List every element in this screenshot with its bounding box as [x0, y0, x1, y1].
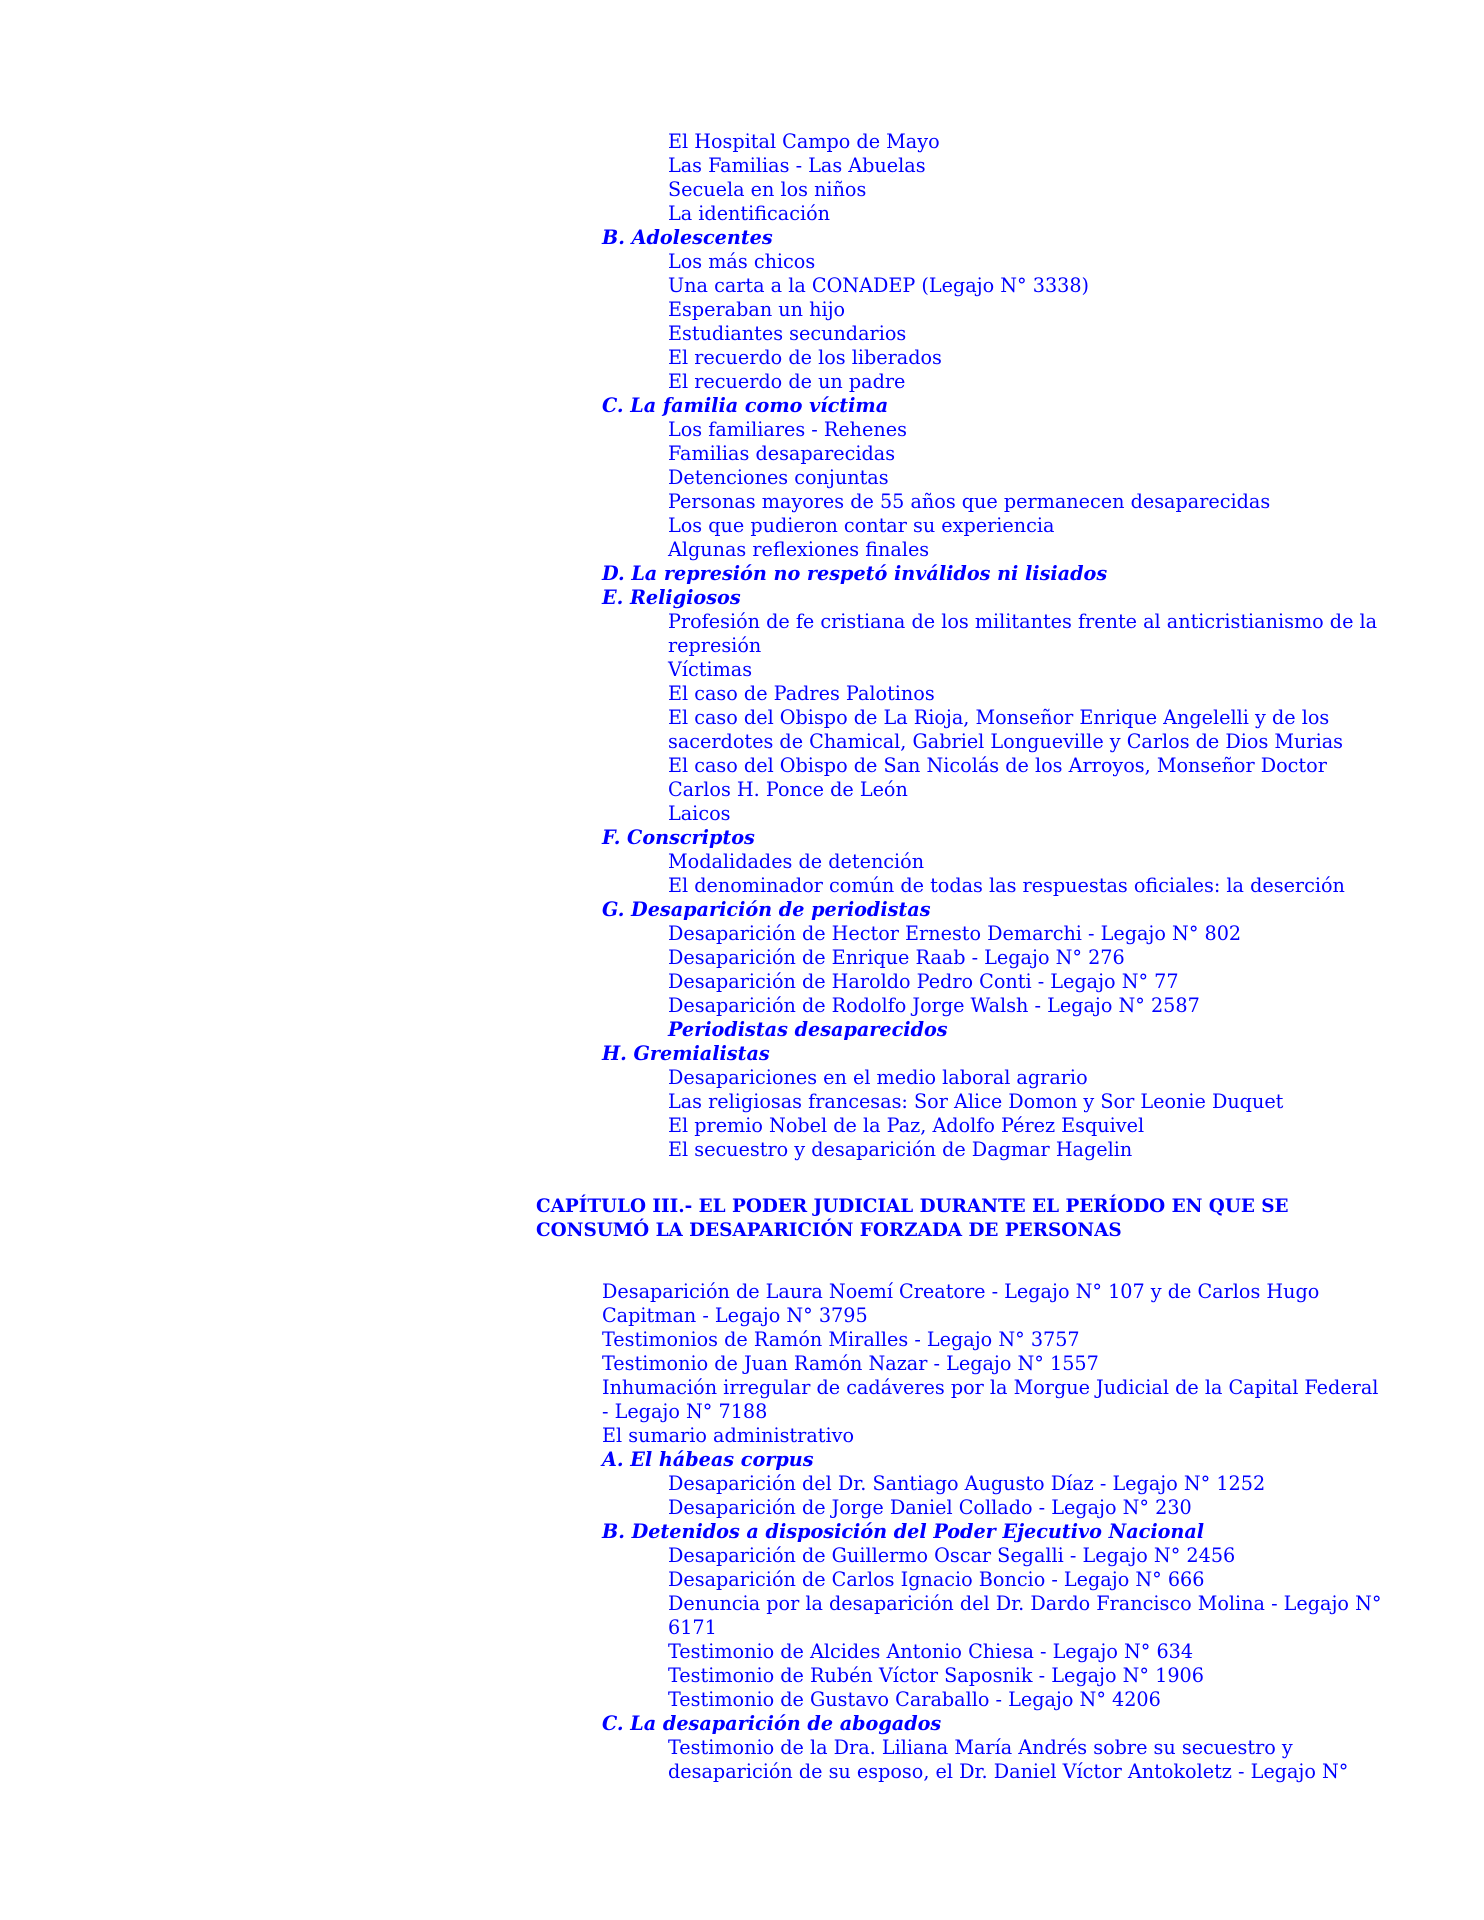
toc-entry[interactable]: Estudiantes secundarios [668, 322, 907, 345]
toc-entry[interactable]: El premio Nobel de la Paz, Adolfo Pérez Esquivel [668, 1114, 1145, 1137]
toc-section-heading[interactable]: G. Desaparición de periodistas [602, 898, 931, 921]
toc-entry[interactable]: Profesión de fe cristiana de los militantes frente al anticristianismo de la [668, 610, 1378, 633]
toc-entry[interactable]: El caso del Obispo de La Rioja, Monseñor Enrique Angelelli y de los [668, 706, 1330, 729]
toc-entry[interactable]: Testimonio de Juan Ramón Nazar - Legajo N° 1557 [602, 1352, 1099, 1375]
toc-entry[interactable]: - Legajo N° 7188 [602, 1400, 768, 1423]
toc-entry[interactable]: Una carta a la CONADEP (Legajo N° 3338) [668, 274, 1090, 297]
toc-entry[interactable]: Los familiares - Rehenes [668, 418, 907, 441]
toc-entry[interactable]: Desaparición de Rodolfo Jorge Walsh - Legajo N° 2587 [668, 994, 1200, 1017]
toc-entry[interactable]: Testimonio de Alcides Antonio Chiesa - Legajo N° 634 [668, 1640, 1194, 1663]
toc-section-heading[interactable]: H. Gremialistas [602, 1042, 770, 1065]
toc-entry[interactable]: Testimonio de Gustavo Caraballo - Legajo N° 4206 [668, 1688, 1161, 1711]
toc-entry[interactable]: Secuela en los niños [668, 178, 867, 201]
toc-entry[interactable]: Los más chicos [668, 250, 816, 273]
toc-entry[interactable]: Las religiosas francesas: Sor Alice Domon y Sor Leonie Duquet [668, 1090, 1284, 1113]
toc-entry[interactable]: El Hospital Campo de Mayo [668, 130, 940, 153]
toc-entry[interactable]: El sumario administrativo [602, 1424, 854, 1447]
toc-entry[interactable]: Familias desaparecidas [668, 442, 896, 465]
toc-section-heading[interactable]: C. La familia como víctima [602, 394, 889, 417]
toc-entry[interactable]: Desaparición de Haroldo Pedro Conti - Legajo N° 77 [668, 970, 1179, 993]
toc-entry[interactable]: Personas mayores de 55 años que permanecen desaparecidas [668, 490, 1271, 513]
toc-entry[interactable]: Denuncia por la desaparición del Dr. Dardo Francisco Molina - Legajo N° [668, 1592, 1382, 1615]
toc-entry[interactable]: Desaparición de Enrique Raab - Legajo N° 276 [668, 946, 1125, 969]
toc-section-heading[interactable]: C. La desaparición de abogados [602, 1712, 942, 1735]
toc-section-heading[interactable]: A. El hábeas corpus [602, 1448, 814, 1471]
toc-entry[interactable]: Desaparición de Laura Noemí Creatore - Legajo N° 107 y de Carlos Hugo [602, 1280, 1320, 1303]
chapter-title[interactable]: CONSUMÓ LA DESAPARICIÓN FORZADA DE PERSONAS [536, 1220, 1122, 1241]
toc-entry[interactable]: Desaparición de Jorge Daniel Collado - Legajo N° 230 [668, 1496, 1192, 1519]
toc-entry[interactable]: Desaparición del Dr. Santiago Augusto Díaz - Legajo N° 1252 [668, 1472, 1266, 1495]
toc-entry[interactable]: sacerdotes de Chamical, Gabriel Longueville y Carlos de Dios Murias [668, 730, 1343, 753]
toc-entry[interactable]: Testimonio de Rubén Víctor Saposnik - Legajo N° 1906 [668, 1664, 1204, 1687]
toc-entry[interactable]: El caso del Obispo de San Nicolás de los Arroyos, Monseñor Doctor [668, 754, 1327, 777]
toc-entry[interactable]: Desapariciones en el medio laboral agrario [668, 1066, 1088, 1089]
toc-entry[interactable]: desaparición de su esposo, el Dr. Daniel Víctor Antokoletz - Legajo N° [668, 1760, 1349, 1783]
toc-entry[interactable]: Desaparición de Carlos Ignacio Boncio - Legajo N° 666 [668, 1568, 1205, 1591]
chapter-title[interactable]: CAPÍTULO III.- EL PODER JUDICIAL DURANTE EL PERÍODO EN QUE SE [536, 1196, 1289, 1217]
toc-entry[interactable]: Esperaban un hijo [668, 298, 846, 321]
toc-subsection-heading[interactable]: Periodistas desaparecidos [668, 1018, 948, 1041]
toc-entry[interactable]: El denominador común de todas las respuestas oficiales: la deserción [668, 874, 1345, 897]
toc-entry[interactable]: Inhumación irregular de cadáveres por la Morgue Judicial de la Capital Federal [602, 1376, 1379, 1399]
toc-entry[interactable]: El recuerdo de los liberados [668, 346, 942, 369]
toc-entry[interactable]: Testimonios de Ramón Miralles - Legajo N° 3757 [602, 1328, 1080, 1351]
toc-entry[interactable]: Los que pudieron contar su experiencia [668, 514, 1055, 537]
toc-entry[interactable]: Capitman - Legajo N° 3795 [602, 1304, 868, 1327]
toc-entry[interactable]: La identificación [668, 202, 831, 225]
toc-entry[interactable]: El recuerdo de un padre [668, 370, 906, 393]
toc-entry[interactable]: Testimonio de la Dra. Liliana María Andrés sobre su secuestro y [668, 1736, 1293, 1759]
toc-entry[interactable]: Algunas reflexiones finales [668, 538, 930, 561]
toc-section-heading[interactable]: D. La represión no respetó inválidos ni lisiados [602, 562, 1108, 585]
toc-entry[interactable]: Desaparición de Guillermo Oscar Segalli - Legajo N° 2456 [668, 1544, 1236, 1567]
toc-section-heading[interactable]: B. Detenidos a disposición del Poder Ejecutivo Nacional [602, 1520, 1205, 1543]
toc-section-heading[interactable]: E. Religiosos [602, 586, 741, 609]
toc-entry[interactable]: Las Familias - Las Abuelas [668, 154, 926, 177]
toc-entry[interactable]: Desaparición de Hector Ernesto Demarchi - Legajo N° 802 [668, 922, 1242, 945]
toc-entry[interactable]: El secuestro y desaparición de Dagmar Hagelin [668, 1138, 1133, 1161]
toc-entry[interactable]: El caso de Padres Palotinos [668, 682, 935, 705]
toc-entry[interactable]: Laicos [668, 802, 731, 825]
toc-entry[interactable]: Modalidades de detención [668, 850, 925, 873]
toc-entry[interactable]: represión [668, 634, 762, 657]
toc-entry[interactable]: Víctimas [668, 658, 753, 681]
toc-section-heading[interactable]: F. Conscriptos [602, 826, 755, 849]
toc-section-heading[interactable]: B. Adolescentes [602, 226, 773, 249]
toc-entry[interactable]: Carlos H. Ponce de León [668, 778, 908, 801]
toc-entry[interactable]: Detenciones conjuntas [668, 466, 889, 489]
toc-entry[interactable]: 6171 [668, 1616, 717, 1639]
